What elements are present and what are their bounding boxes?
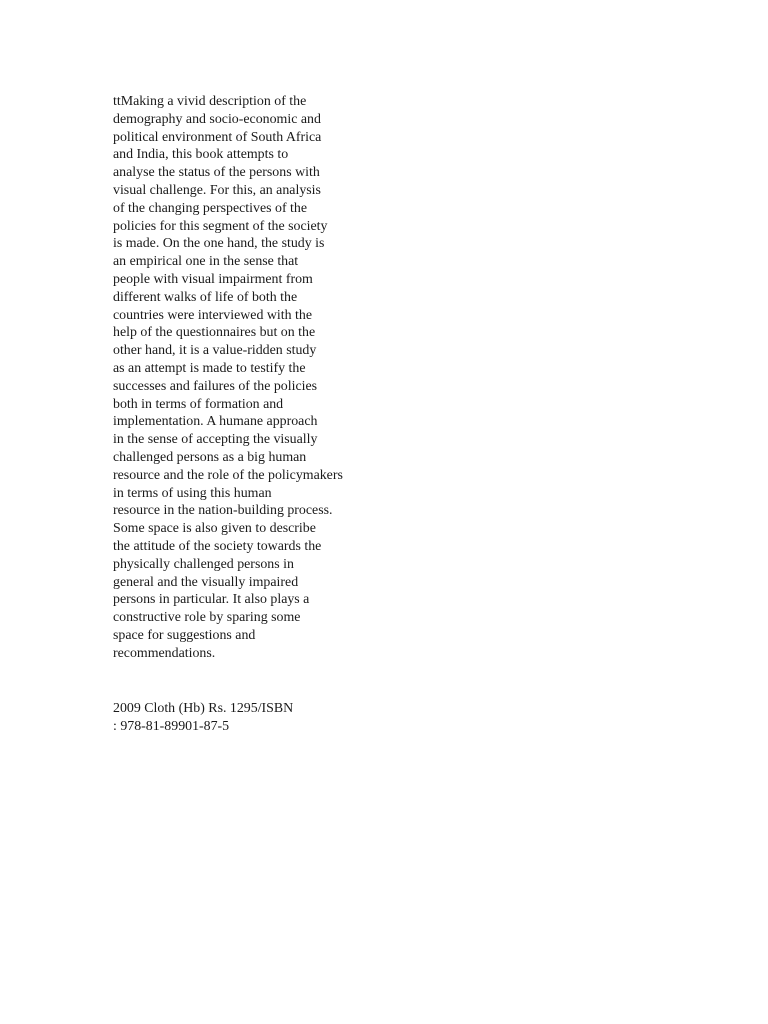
description-line: as an attempt is made to testify the	[113, 360, 306, 376]
description-line: constructive role by sparing some	[113, 610, 301, 626]
description-line: in terms of using this human	[113, 485, 272, 501]
description-line: successes and failures of the policies	[113, 378, 318, 394]
publication-info	[113, 700, 433, 736]
description-line: challenged persons as a big human	[113, 449, 307, 465]
publication-line: 2009 Cloth (Hb) Rs. 1295/ISBN	[113, 701, 294, 716]
description-line: policies for this segment of the society	[113, 218, 328, 234]
description-line: help of the questionnaires but on the	[113, 325, 316, 341]
description-paragraph	[113, 93, 433, 663]
description-line: resource in the nation-building process.	[113, 503, 333, 519]
description-line: persons in particular. It also plays a	[113, 592, 310, 608]
description-line: resource and the role of the policymakers	[113, 467, 343, 483]
description-line: recommendations.	[113, 645, 216, 661]
description-line: the attitude of the society towards the	[113, 538, 322, 554]
description-line: visual challenge. For this, an analysis	[113, 182, 321, 198]
description-line: people with visual impairment from	[113, 271, 313, 287]
description-line: in the sense of accepting the visually	[113, 432, 318, 448]
description-line: general and the visually impaired	[113, 574, 299, 590]
description-line: an empirical one in the sense that	[113, 254, 299, 270]
description-line: Some space is also given to describe	[113, 521, 316, 537]
description-line: ttMaking a vivid description of the	[113, 94, 307, 109]
description-line: analyse the status of the persons with	[113, 165, 320, 181]
description-line: space for suggestions and	[113, 627, 256, 643]
description-line: demography and socio-economic and	[113, 111, 321, 127]
description-line: other hand, it is a value-ridden study	[113, 343, 317, 359]
description-line: political environment of South Africa	[113, 129, 322, 145]
description-line: and India, this book attempts to	[113, 147, 289, 163]
description-line: physically challenged persons in	[113, 556, 294, 572]
description-line: of the changing perspectives of the	[113, 200, 308, 216]
description-line: both in terms of formation and	[113, 396, 284, 412]
description-line: implementation. A humane approach	[113, 414, 318, 430]
description-line: different walks of life of both the	[113, 289, 298, 305]
description-line: countries were interviewed with the	[113, 307, 313, 323]
publication-line: : 978-81-89901-87-5	[113, 718, 230, 734]
description-line: is made. On the one hand, the study is	[113, 236, 325, 252]
